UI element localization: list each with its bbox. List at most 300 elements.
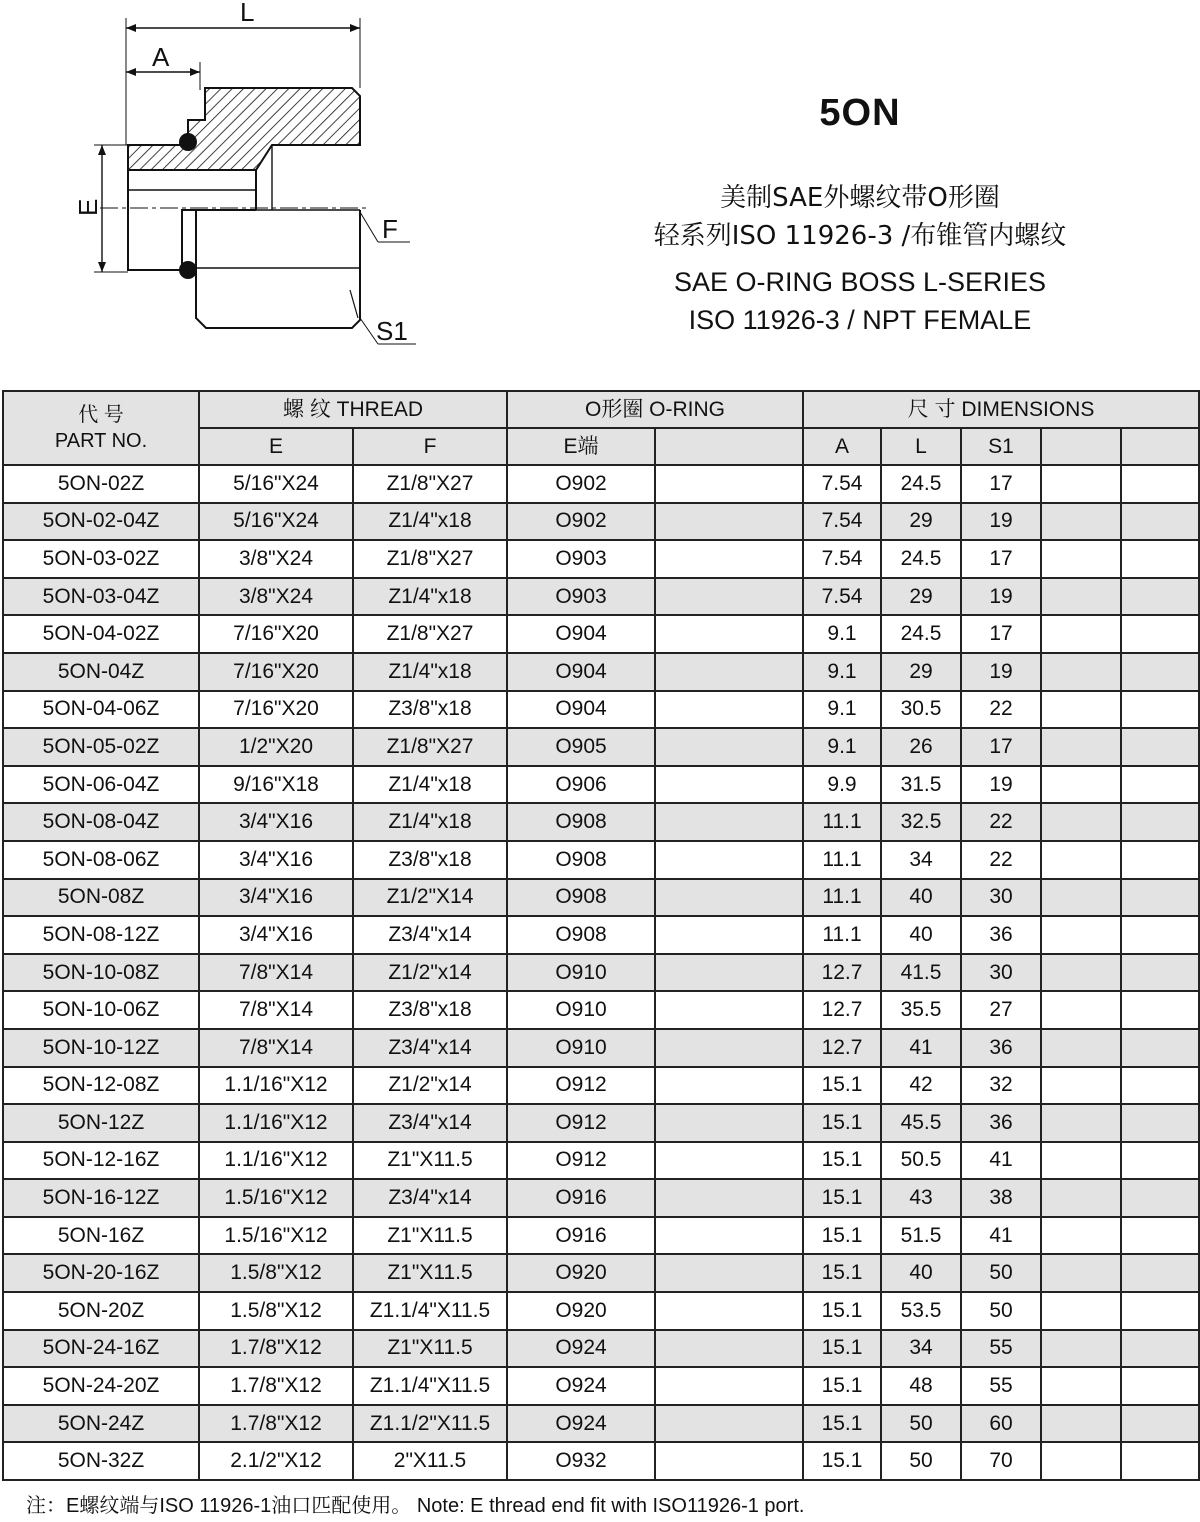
blank-cell	[1121, 1217, 1199, 1255]
table-row	[3, 1217, 1199, 1255]
dim-l-cell: 40	[881, 879, 961, 917]
dim-s1-cell: 17	[961, 615, 1041, 653]
blank-cell	[655, 766, 803, 804]
dim-a-cell: 15.1	[803, 1254, 881, 1292]
blank-cell	[1121, 1254, 1199, 1292]
dim-s1-cell: 22	[961, 803, 1041, 841]
header-e: E	[199, 428, 353, 465]
dim-a-cell: 11.1	[803, 916, 881, 954]
part-no-cell: 5ON-16-12Z	[3, 1179, 199, 1217]
part-no-cell: 5ON-08-06Z	[3, 841, 199, 879]
thread-f-cell: Z1/8"X27	[353, 728, 507, 766]
dim-l-cell: 42	[881, 1067, 961, 1105]
table-row	[3, 1104, 1199, 1142]
blank-cell	[655, 503, 803, 541]
part-no-cell: 5ON-04Z	[3, 653, 199, 691]
dim-a-cell: 7.54	[803, 503, 881, 541]
part-no-cell: 5ON-02-04Z	[3, 503, 199, 541]
table-row	[3, 1367, 1199, 1405]
blank-cell	[655, 728, 803, 766]
oring-e-end-cell: O902	[507, 465, 655, 503]
thread-e-cell: 1.1/16"X12	[199, 1067, 353, 1105]
label-F: F	[382, 214, 398, 244]
thread-f-cell: Z1/2"X14	[353, 879, 507, 917]
blank-cell	[1041, 1330, 1121, 1368]
dim-s1-cell: 19	[961, 766, 1041, 804]
oring-e-end-cell: O924	[507, 1405, 655, 1443]
blank-cell	[1041, 1405, 1121, 1443]
blank-cell	[1121, 1330, 1199, 1368]
blank-cell	[1121, 653, 1199, 691]
part-no-cell: 5ON-08Z	[3, 879, 199, 917]
dim-s1-cell: 36	[961, 1104, 1041, 1142]
dim-a-cell: 15.1	[803, 1330, 881, 1368]
dim-l-cell: 29	[881, 503, 961, 541]
dim-s1-cell: 36	[961, 916, 1041, 954]
blank-cell	[655, 1217, 803, 1255]
blank-cell	[1121, 803, 1199, 841]
blank-cell	[1121, 991, 1199, 1029]
blank-cell	[1041, 1142, 1121, 1180]
blank-cell	[1121, 1104, 1199, 1142]
title-en-line1: SAE O-RING BOSS L-SERIES	[673, 267, 1047, 297]
dim-a-cell: 7.54	[803, 540, 881, 578]
part-no-cell: 5ON-08-04Z	[3, 803, 199, 841]
blank-cell	[655, 954, 803, 992]
thread-e-cell: 3/4"X16	[199, 841, 353, 879]
dim-a-cell: 15.1	[803, 1217, 881, 1255]
dim-l-cell: 24.5	[881, 615, 961, 653]
thread-e-cell: 5/16"X24	[199, 503, 353, 541]
part-no-cell: 5ON-32Z	[3, 1442, 199, 1480]
header-part-en: PART NO.	[54, 430, 148, 452]
dim-l-cell: 50.5	[881, 1142, 961, 1180]
thread-e-cell: 9/16"X18	[199, 766, 353, 804]
blank-cell	[655, 1104, 803, 1142]
blank-cell	[1041, 691, 1121, 729]
dim-s1-cell: 36	[961, 1029, 1041, 1067]
blank-cell	[1041, 1292, 1121, 1330]
part-no-cell: 5ON-24Z	[3, 1405, 199, 1443]
thread-f-cell: 2"X11.5	[353, 1442, 507, 1480]
oring-e-end-cell: O908	[507, 841, 655, 879]
label-S1: S1	[376, 316, 408, 346]
dim-l-cell: 32.5	[881, 803, 961, 841]
blank-cell	[1041, 1179, 1121, 1217]
thread-f-cell: Z1/8"X27	[353, 540, 507, 578]
thread-e-cell: 7/16"X20	[199, 615, 353, 653]
part-no-cell: 5ON-03-04Z	[3, 578, 199, 616]
header-oring: O形圈 O-RING	[507, 391, 803, 428]
part-no-cell: 5ON-12-16Z	[3, 1142, 199, 1180]
thread-e-cell: 7/16"X20	[199, 653, 353, 691]
part-no-cell: 5ON-12-08Z	[3, 1067, 199, 1105]
header-blank	[1121, 428, 1199, 465]
thread-f-cell: Z3/8"x18	[353, 991, 507, 1029]
blank-cell	[655, 1405, 803, 1443]
table-row	[3, 1405, 1199, 1443]
blank-cell	[655, 1029, 803, 1067]
dim-a-cell: 9.1	[803, 615, 881, 653]
title-cn-line1: 美制SAE外螺纹带O形圈	[720, 183, 1000, 213]
table-row	[3, 465, 1199, 503]
blank-cell	[1121, 615, 1199, 653]
thread-f-cell: Z3/4"x14	[353, 916, 507, 954]
blank-cell	[1041, 503, 1121, 541]
dim-s1-cell: 19	[961, 503, 1041, 541]
dim-a-cell: 12.7	[803, 991, 881, 1029]
blank-cell	[1121, 578, 1199, 616]
thread-e-cell: 1.7/8"X12	[199, 1330, 353, 1368]
fitting-section-drawing	[60, 0, 460, 370]
oring-e-end-cell: O920	[507, 1254, 655, 1292]
thread-f-cell: Z3/8"x18	[353, 691, 507, 729]
blank-cell	[655, 465, 803, 503]
oring-e-end-cell: O904	[507, 615, 655, 653]
dim-E-label: E	[73, 198, 103, 216]
oring-e-end-cell: O903	[507, 540, 655, 578]
title-cn-line2: 轻系列ISO 11926-3 /布锥管内螺纹	[653, 221, 1067, 251]
header-part-cn: 代 号	[78, 404, 124, 426]
table-row	[3, 803, 1199, 841]
oring-e-end-cell: O912	[507, 1104, 655, 1142]
table-row	[3, 728, 1199, 766]
dim-l-cell: 34	[881, 1330, 961, 1368]
dim-l-cell: 41	[881, 1029, 961, 1067]
blank-cell	[655, 653, 803, 691]
dim-a-cell: 12.7	[803, 1029, 881, 1067]
blank-cell	[655, 1142, 803, 1180]
dim-l-cell: 51.5	[881, 1217, 961, 1255]
blank-cell	[1041, 1217, 1121, 1255]
dim-a-cell: 11.1	[803, 841, 881, 879]
blank-cell	[1041, 879, 1121, 917]
blank-cell	[1041, 803, 1121, 841]
oring-e-end-cell: O920	[507, 1292, 655, 1330]
dim-s1-cell: 22	[961, 841, 1041, 879]
oring-e-end-cell: O916	[507, 1179, 655, 1217]
thread-f-cell: Z1.1/4"X11.5	[353, 1292, 507, 1330]
header-dimensions: 尺 寸 DIMENSIONS	[803, 391, 1199, 428]
dim-a-cell: 15.1	[803, 1367, 881, 1405]
dim-l-cell: 24.5	[881, 540, 961, 578]
dim-l-cell: 34	[881, 841, 961, 879]
thread-f-cell: Z1.1/4"X11.5	[353, 1367, 507, 1405]
part-no-cell: 5ON-12Z	[3, 1104, 199, 1142]
table-row	[3, 879, 1199, 917]
thread-e-cell: 3/4"X16	[199, 879, 353, 917]
oring-e-end-cell: O910	[507, 954, 655, 992]
part-no-cell: 5ON-24-16Z	[3, 1330, 199, 1368]
blank-cell	[1041, 1254, 1121, 1292]
blank-cell	[1121, 954, 1199, 992]
thread-f-cell: Z1/4"x18	[353, 578, 507, 616]
oring-e-end-cell: O908	[507, 916, 655, 954]
thread-f-cell: Z3/4"x14	[353, 1104, 507, 1142]
blank-cell	[1041, 1104, 1121, 1142]
header-thread: 螺 纹 THREAD	[199, 391, 507, 428]
thread-e-cell: 1.1/16"X12	[199, 1104, 353, 1142]
dim-l-cell: 50	[881, 1442, 961, 1480]
dim-l-cell: 31.5	[881, 766, 961, 804]
header-f: F	[353, 428, 507, 465]
blank-cell	[655, 540, 803, 578]
table-row	[3, 1330, 1199, 1368]
blank-cell	[1041, 540, 1121, 578]
dim-a-cell: 9.9	[803, 766, 881, 804]
part-no-cell: 5ON-16Z	[3, 1217, 199, 1255]
thread-f-cell: Z1.1/2"X11.5	[353, 1405, 507, 1443]
thread-f-cell: Z1"X11.5	[353, 1330, 507, 1368]
dim-l-cell: 45.5	[881, 1104, 961, 1142]
table-row	[3, 578, 1199, 616]
dim-s1-cell: 30	[961, 954, 1041, 992]
dim-l-cell: 35.5	[881, 991, 961, 1029]
dim-s1-cell: 41	[961, 1217, 1041, 1255]
blank-cell	[1121, 1029, 1199, 1067]
table-row	[3, 954, 1199, 992]
thread-e-cell: 3/4"X16	[199, 916, 353, 954]
title-en-line2: ISO 11926-3 / NPT FEMALE	[688, 305, 1032, 335]
dim-a-cell: 11.1	[803, 879, 881, 917]
blank-cell	[1041, 653, 1121, 691]
dim-l-cell: 30.5	[881, 691, 961, 729]
table-row	[3, 991, 1199, 1029]
dim-a-cell: 11.1	[803, 803, 881, 841]
thread-f-cell: Z1"X11.5	[353, 1142, 507, 1180]
thread-e-cell: 2.1/2"X12	[199, 1442, 353, 1480]
thread-f-cell: Z1/4"x18	[353, 803, 507, 841]
dim-a-cell: 7.54	[803, 465, 881, 503]
thread-f-cell: Z1/2"x14	[353, 954, 507, 992]
dim-a-cell: 15.1	[803, 1405, 881, 1443]
oring-e-end-cell: O924	[507, 1330, 655, 1368]
dim-a-cell: 9.1	[803, 728, 881, 766]
thread-e-cell: 1.5/16"X12	[199, 1217, 353, 1255]
blank-cell	[1041, 1442, 1121, 1480]
table-row	[3, 841, 1199, 879]
header-s1: S1	[961, 428, 1041, 465]
table-row	[3, 503, 1199, 541]
table-row	[3, 1179, 1199, 1217]
oring-e-end-cell: O916	[507, 1217, 655, 1255]
blank-cell	[1041, 916, 1121, 954]
dim-s1-cell: 38	[961, 1179, 1041, 1217]
blank-cell	[1121, 503, 1199, 541]
dim-s1-cell: 41	[961, 1142, 1041, 1180]
blank-cell	[1121, 728, 1199, 766]
oring-e-end-cell: O908	[507, 803, 655, 841]
blank-cell	[1041, 954, 1121, 992]
blank-cell	[1041, 615, 1121, 653]
part-no-cell: 5ON-05-02Z	[3, 728, 199, 766]
thread-e-cell: 1.5/8"X12	[199, 1292, 353, 1330]
part-no-cell: 5ON-08-12Z	[3, 916, 199, 954]
blank-cell	[1121, 691, 1199, 729]
blank-cell	[655, 1442, 803, 1480]
blank-cell	[655, 615, 803, 653]
table-row	[3, 1142, 1199, 1180]
dim-s1-cell: 19	[961, 653, 1041, 691]
oring-e-end-cell: O912	[507, 1067, 655, 1105]
blank-cell	[655, 1067, 803, 1105]
table-row	[3, 540, 1199, 578]
part-no-cell: 5ON-06-04Z	[3, 766, 199, 804]
oring-e-end-cell: O903	[507, 578, 655, 616]
dim-l-cell: 53.5	[881, 1292, 961, 1330]
oring-e-end-cell: O910	[507, 991, 655, 1029]
blank-cell	[1041, 1029, 1121, 1067]
thread-e-cell: 7/8"X14	[199, 954, 353, 992]
thread-e-cell: 3/8"X24	[199, 540, 353, 578]
thread-e-cell: 7/16"X20	[199, 691, 353, 729]
header-a: A	[803, 428, 881, 465]
header-blank	[1041, 428, 1121, 465]
blank-cell	[1121, 1067, 1199, 1105]
thread-e-cell: 1.7/8"X12	[199, 1367, 353, 1405]
dim-l-cell: 40	[881, 916, 961, 954]
thread-e-cell: 3/4"X16	[199, 803, 353, 841]
oring-e-end-cell: O932	[507, 1442, 655, 1480]
blank-cell	[1121, 1442, 1199, 1480]
blank-cell	[655, 1367, 803, 1405]
dim-s1-cell: 55	[961, 1367, 1041, 1405]
thread-e-cell: 1.7/8"X12	[199, 1405, 353, 1443]
thread-f-cell: Z3/8"x18	[353, 841, 507, 879]
dim-a-cell: 15.1	[803, 1067, 881, 1105]
dim-s1-cell: 27	[961, 991, 1041, 1029]
oring-e-end-cell: O902	[507, 503, 655, 541]
dim-l-cell: 41.5	[881, 954, 961, 992]
dim-s1-cell: 22	[961, 691, 1041, 729]
header-e-end: E端	[507, 428, 655, 465]
dim-s1-cell: 55	[961, 1330, 1041, 1368]
blank-cell	[1041, 841, 1121, 879]
dim-a-cell: 15.1	[803, 1104, 881, 1142]
part-no-cell: 5ON-03-02Z	[3, 540, 199, 578]
blank-cell	[1121, 916, 1199, 954]
blank-cell	[1121, 1142, 1199, 1180]
dim-a-cell: 9.1	[803, 691, 881, 729]
dim-s1-cell: 70	[961, 1442, 1041, 1480]
thread-f-cell: Z3/4"x14	[353, 1029, 507, 1067]
table-row	[3, 1067, 1199, 1105]
blank-cell	[1121, 1179, 1199, 1217]
blank-cell	[1121, 1405, 1199, 1443]
dim-a-cell: 12.7	[803, 954, 881, 992]
dim-l-cell: 29	[881, 578, 961, 616]
dim-l-cell: 43	[881, 1179, 961, 1217]
dim-a-cell: 15.1	[803, 1292, 881, 1330]
part-no-cell: 5ON-10-12Z	[3, 1029, 199, 1067]
part-no-cell: 5ON-04-02Z	[3, 615, 199, 653]
blank-cell	[1121, 1292, 1199, 1330]
oring-e-end-cell: O906	[507, 766, 655, 804]
table-row	[3, 653, 1199, 691]
oring-e-end-cell: O908	[507, 879, 655, 917]
thread-e-cell: 7/8"X14	[199, 991, 353, 1029]
thread-f-cell: Z1/4"x18	[353, 653, 507, 691]
blank-cell	[1041, 766, 1121, 804]
thread-e-cell: 3/8"X24	[199, 578, 353, 616]
table-row	[3, 1029, 1199, 1067]
part-no-cell: 5ON-24-20Z	[3, 1367, 199, 1405]
dim-a-cell: 15.1	[803, 1442, 881, 1480]
thread-e-cell: 1/2"X20	[199, 728, 353, 766]
dim-s1-cell: 50	[961, 1292, 1041, 1330]
thread-f-cell: Z1/8"X27	[353, 615, 507, 653]
oring-e-end-cell: O904	[507, 691, 655, 729]
dim-l-cell: 29	[881, 653, 961, 691]
dim-a-cell: 9.1	[803, 653, 881, 691]
blank-cell	[655, 1292, 803, 1330]
thread-e-cell: 1.5/16"X12	[199, 1179, 353, 1217]
dim-s1-cell: 32	[961, 1067, 1041, 1105]
footnote: 注：E螺纹端与ISO 11926-1油口匹配使用。 Note: E thread end fit with ISO11926-1 port.	[26, 1495, 805, 1517]
thread-f-cell: Z1/4"x18	[353, 766, 507, 804]
part-no-cell: 5ON-04-06Z	[3, 691, 199, 729]
part-no-cell: 5ON-10-08Z	[3, 954, 199, 992]
blank-cell	[655, 1330, 803, 1368]
thread-f-cell: Z1/4"x18	[353, 503, 507, 541]
dim-a-cell: 15.1	[803, 1142, 881, 1180]
header-l: L	[881, 428, 961, 465]
dim-l-cell: 24.5	[881, 465, 961, 503]
dim-l-cell: 26	[881, 728, 961, 766]
thread-e-cell: 1.5/8"X12	[199, 1254, 353, 1292]
blank-cell	[1121, 465, 1199, 503]
table-row	[3, 615, 1199, 653]
dim-a-cell: 7.54	[803, 578, 881, 616]
spec-table	[2, 390, 1200, 1481]
thread-e-cell: 5/16"X24	[199, 465, 353, 503]
blank-cell	[655, 1179, 803, 1217]
table-row	[3, 1254, 1199, 1292]
part-no-cell: 5ON-20Z	[3, 1292, 199, 1330]
blank-cell	[1121, 1367, 1199, 1405]
product-code: 5ON	[819, 92, 901, 134]
blank-cell	[1041, 991, 1121, 1029]
oring-e-end-cell: O910	[507, 1029, 655, 1067]
part-no-cell: 5ON-02Z	[3, 465, 199, 503]
dim-l-cell: 40	[881, 1254, 961, 1292]
oring-e-end-cell: O924	[507, 1367, 655, 1405]
header-row-1	[3, 391, 1199, 428]
thread-e-cell: 7/8"X14	[199, 1029, 353, 1067]
dim-s1-cell: 30	[961, 879, 1041, 917]
table-row	[3, 916, 1199, 954]
thread-f-cell: Z1"X11.5	[353, 1217, 507, 1255]
dim-l-cell: 48	[881, 1367, 961, 1405]
dim-s1-cell: 17	[961, 540, 1041, 578]
thread-f-cell: Z1"X11.5	[353, 1254, 507, 1292]
oring-e-end-cell: O912	[507, 1142, 655, 1180]
thread-f-cell: Z1/2"x14	[353, 1067, 507, 1105]
blank-cell	[655, 916, 803, 954]
dim-s1-cell: 17	[961, 465, 1041, 503]
blank-cell	[1041, 728, 1121, 766]
oring-e-end-cell: O904	[507, 653, 655, 691]
table-row	[3, 1442, 1199, 1480]
part-no-cell: 5ON-20-16Z	[3, 1254, 199, 1292]
dim-s1-cell: 17	[961, 728, 1041, 766]
blank-cell	[655, 691, 803, 729]
header-blank	[655, 428, 803, 465]
blank-cell	[1041, 578, 1121, 616]
part-no-cell: 5ON-10-06Z	[3, 991, 199, 1029]
dim-a-cell: 15.1	[803, 1179, 881, 1217]
thread-e-cell: 1.1/16"X12	[199, 1142, 353, 1180]
